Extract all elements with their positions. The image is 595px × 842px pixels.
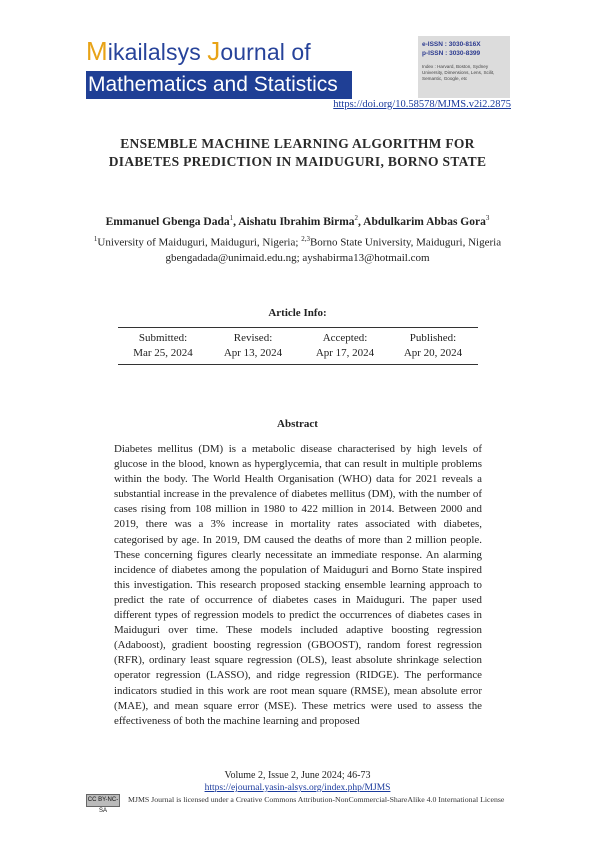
license-text: MJMS Journal is licensed under a Creative Commons Attribution-NonCommercial-ShareAlike 4.0 International License — [128, 795, 505, 804]
abstract-heading: Abstract — [277, 418, 318, 430]
revised-cell: Revised: Apr 13, 2024 — [223, 332, 283, 359]
paper-title: ENSEMBLE MACHINE LEARNING ALGORITHM FOR DIABETES PREDICTION IN MAIDUGURI, BORNO STATE — [108, 136, 487, 169]
volume-info: Volume 2, Issue 2, June 2024; 46-73 — [224, 770, 371, 781]
author-emails: gbengadada@unimaid.edu.ng; ayshabirma13@hotmail.com — [165, 251, 430, 264]
accepted-cell: Accepted: Apr 17, 2024 — [315, 332, 375, 359]
journal-url-link[interactable]: https://ejournal.yasin-alsys.org/index.php/MJMS — [204, 783, 391, 793]
affiliations: $^1$University of Maiduguri, Maiduguri, Nigeria; $^{2,3}$Borno State University, Maiduguri, Nigeria gbengadada@unimaid.edu.ng; ayshabirma13@hotmail.com — [0, 232, 595, 266]
index-list: Index : Harvard, Boston, Sydney University, Dimensions, Lens, Scilit, Semantic, Google, etc — [422, 64, 495, 81]
abstract-body: Diabetes mellitus (DM) is a metabolic disease characterised by high levels of glucose in the blood, known as hyperglycemia, that can result in multiple problems within the body. The World Health Organisation (WHO) data for 2021 reveals a substantial increase in the prevalence of diabetes mellitus (DM), with the number of cases rising from 108 million in 1980 to 422 million in 2014. Between 2000 and 2019, there was a 3% increase in mortality rates associated with diabetes, categorised by age. In 2019, DM caused the deaths of more than 2 million people. These concerning figures clearly necessitate an immediate response. An alarming incidence of diabetes among the population of Maiduguri and Borno State inspired this investigation. This research proposed stacking ensemble learning approach to predict the rate of occurrence of diabetes cases in Maiduguri. The paper used different types of regression models to predict the occurrences of diabetes cases in Maiduguri over time. These models included adaptive boosting regression (Adaboost), gradient boosting regression (GBOOST), random forest regression (RFR), ordinary least square regression (OLS), least absolute shrinkage selection operator regression (LASSO), and ridge regression (RIDGE). The performance indicators studied in this work are root mean square (RMSE), mean absolute error (MAE), and mean square error (MSE). These metrics were used to assess the effectiveness of both the machine learning and proposed — [114, 443, 482, 727]
submitted-cell: Submitted: Mar 25, 2024 — [133, 332, 193, 359]
doi-link[interactable]: https://doi.org/10.58578/MJMS.v2i2.2875 — [333, 99, 511, 110]
author-list: Emmanuel Gbenga Dada$^1$, Aishatu Ibrahim Birma$^2$, Abdulkarim Abbas Gora$^3$ — [105, 214, 490, 228]
cc-license-badge[interactable]: CC BY-NC-SA — [86, 794, 120, 807]
article-info-table — [118, 327, 478, 365]
pissn: p-ISSN : 3030-8399 — [422, 50, 481, 57]
journal-title-line1: Mikailalsys Journal of — [86, 36, 311, 66]
eissn: e-ISSN : 3030-816X — [422, 41, 481, 48]
journal-title-line2: Mathematics and Statistics — [86, 71, 352, 99]
article-info-heading: Article Info: — [268, 307, 327, 319]
published-cell: Published: Apr 20, 2024 — [403, 332, 463, 359]
issn-box — [418, 36, 510, 98]
